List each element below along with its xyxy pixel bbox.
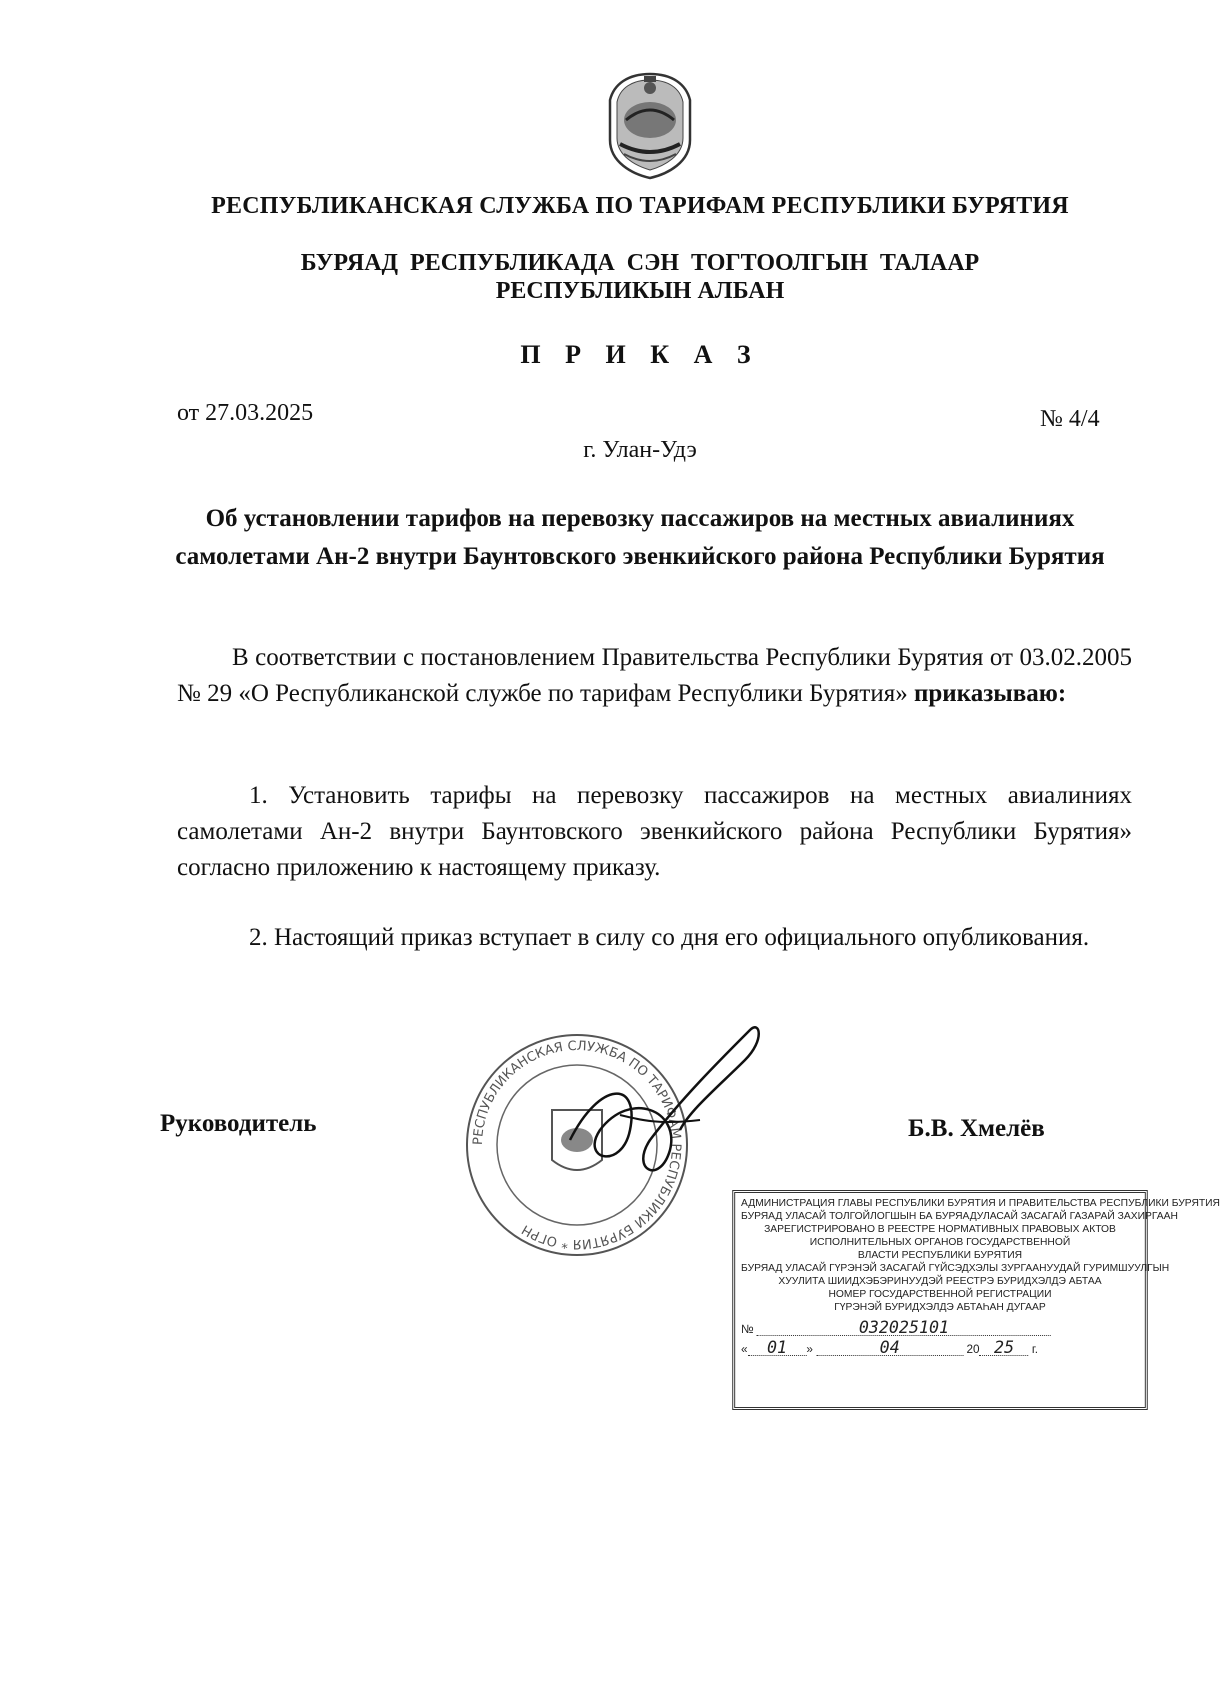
- document-type: П Р И К А З: [520, 340, 760, 369]
- registration-year: 25: [980, 1342, 1029, 1356]
- registration-date-row: « 01 » 04 20 25 г.: [741, 1338, 1038, 1358]
- stamp-line: ИСПОЛНИТЕЛЬНЫХ ОРГАНОВ ГОСУДАРСТВЕННОЙ: [809, 1236, 1071, 1248]
- order-item-1: 1. Установить тарифы на перевозку пассажиров на местных авиалиниях самолетами Ан-2 внутри Баунтовского эвенкийского района Республики Бурятия» согласно приложению к настоящему приказу.: [177, 782, 1132, 881]
- stamp-line: ВЛАСТИ РЕСПУБЛИКИ БУРЯТИЯ: [857, 1249, 1023, 1261]
- stamp-line: ЗАРЕГИСТРИРОВАНО В РЕЕСТРЕ НОРМАТИВНЫХ ПРАВОВЫХ АКТОВ: [764, 1223, 1116, 1235]
- intro-paragraph: [177, 640, 1132, 712]
- order-city: г. Улан-Удэ: [583, 437, 697, 463]
- order-date: от 27.03.2025: [177, 400, 314, 426]
- stamp-line: ХУУЛИТА ШИИДХЭБЭРИНУУДЭЙ РЕЕСТРЭ БУРИДХЭЛДЭ АБТАА: [778, 1275, 1102, 1287]
- registration-number: 032025101: [757, 1322, 1051, 1336]
- stamp-line: БУРЯАД УЛАСАЙ ГҮРЭНЭЙ ЗАСАГАЙ ГҮЙСЭДХЭЛЫ ЗУРГААНУУДАЙ ГУРИМШУУЛГЫН: [741, 1262, 1170, 1274]
- directive-text: приказываю:: [913, 680, 1067, 707]
- registration-number-row: [741, 1318, 1139, 1338]
- signer-name: Б.В. Хмелёв: [908, 1115, 1045, 1142]
- registration-number-label: №: [741, 1322, 754, 1336]
- service-name-bur-line2: РЕСПУБЛИКЫН АЛБАН: [495, 278, 785, 304]
- handwritten-signature: [560, 1020, 770, 1190]
- registration-day: 01: [748, 1342, 807, 1356]
- registration-year-prefix: 20: [966, 1342, 980, 1356]
- registration-stamp: [732, 1190, 1220, 1410]
- stamp-line: НОМЕР ГОСУДАРСТВЕННОЙ РЕГИСТРАЦИИ: [828, 1288, 1052, 1300]
- service-name-bur-line1: БУРЯАД РЕСПУБЛИКАДА СЭН ТОГТООЛГЫН ТАЛААР: [300, 250, 980, 276]
- signer-role: Руководитель: [160, 1110, 317, 1137]
- registration-month: 04: [816, 1342, 963, 1356]
- intro-text: В соответствии с постановлением Правительства Республики Бурятия от 03.02.2005 № 29 «О Республиканской службе по тарифам Республики Бурятия»: [177, 644, 1132, 707]
- order-number: № 4/4: [1040, 406, 1100, 432]
- stamp-line: АДМИНИСТРАЦИЯ ГЛАВЫ РЕСПУБЛИКИ БУРЯТИЯ И ПРАВИТЕЛЬСТВА РЕСПУБЛИКИ БУРЯТИЯ: [741, 1197, 1220, 1209]
- order-item-2: 2. Настоящий приказ вступает в силу со дня его официального опубликования.: [249, 924, 1090, 951]
- seal-text: РЕСПУБЛИКАНСКАЯ СЛУЖБА ПО ТАРИФАМ РЕСПУБЛИКИ БУРЯТИЯ * ОГРН: [470, 1038, 684, 1252]
- order-title: Об установлении тарифов на перевозку пассажиров на местных авиалиниях самолетами Ан-2 внутри Баунтовского эвенкийского района Республики Бурятия: [175, 505, 1105, 570]
- buryatia-coat-of-arms-icon: [600, 70, 700, 180]
- stamp-line: БУРЯАД УЛАСАЙ ТОЛГОЙЛОГШЫН БА БУРЯАДУЛАСАЙ ЗАСАГАЙ ГАЗАРАЙ ЗАХИРГААН: [741, 1210, 1178, 1222]
- service-name-ru: РЕСПУБЛИКАНСКАЯ СЛУЖБА ПО ТАРИФАМ РЕСПУБЛИКИ БУРЯТИЯ: [211, 193, 1069, 219]
- stamp-line: ГҮРЭНЭЙ БУРИДХЭЛДЭ АБТАҺАН ДУГААР: [834, 1301, 1046, 1313]
